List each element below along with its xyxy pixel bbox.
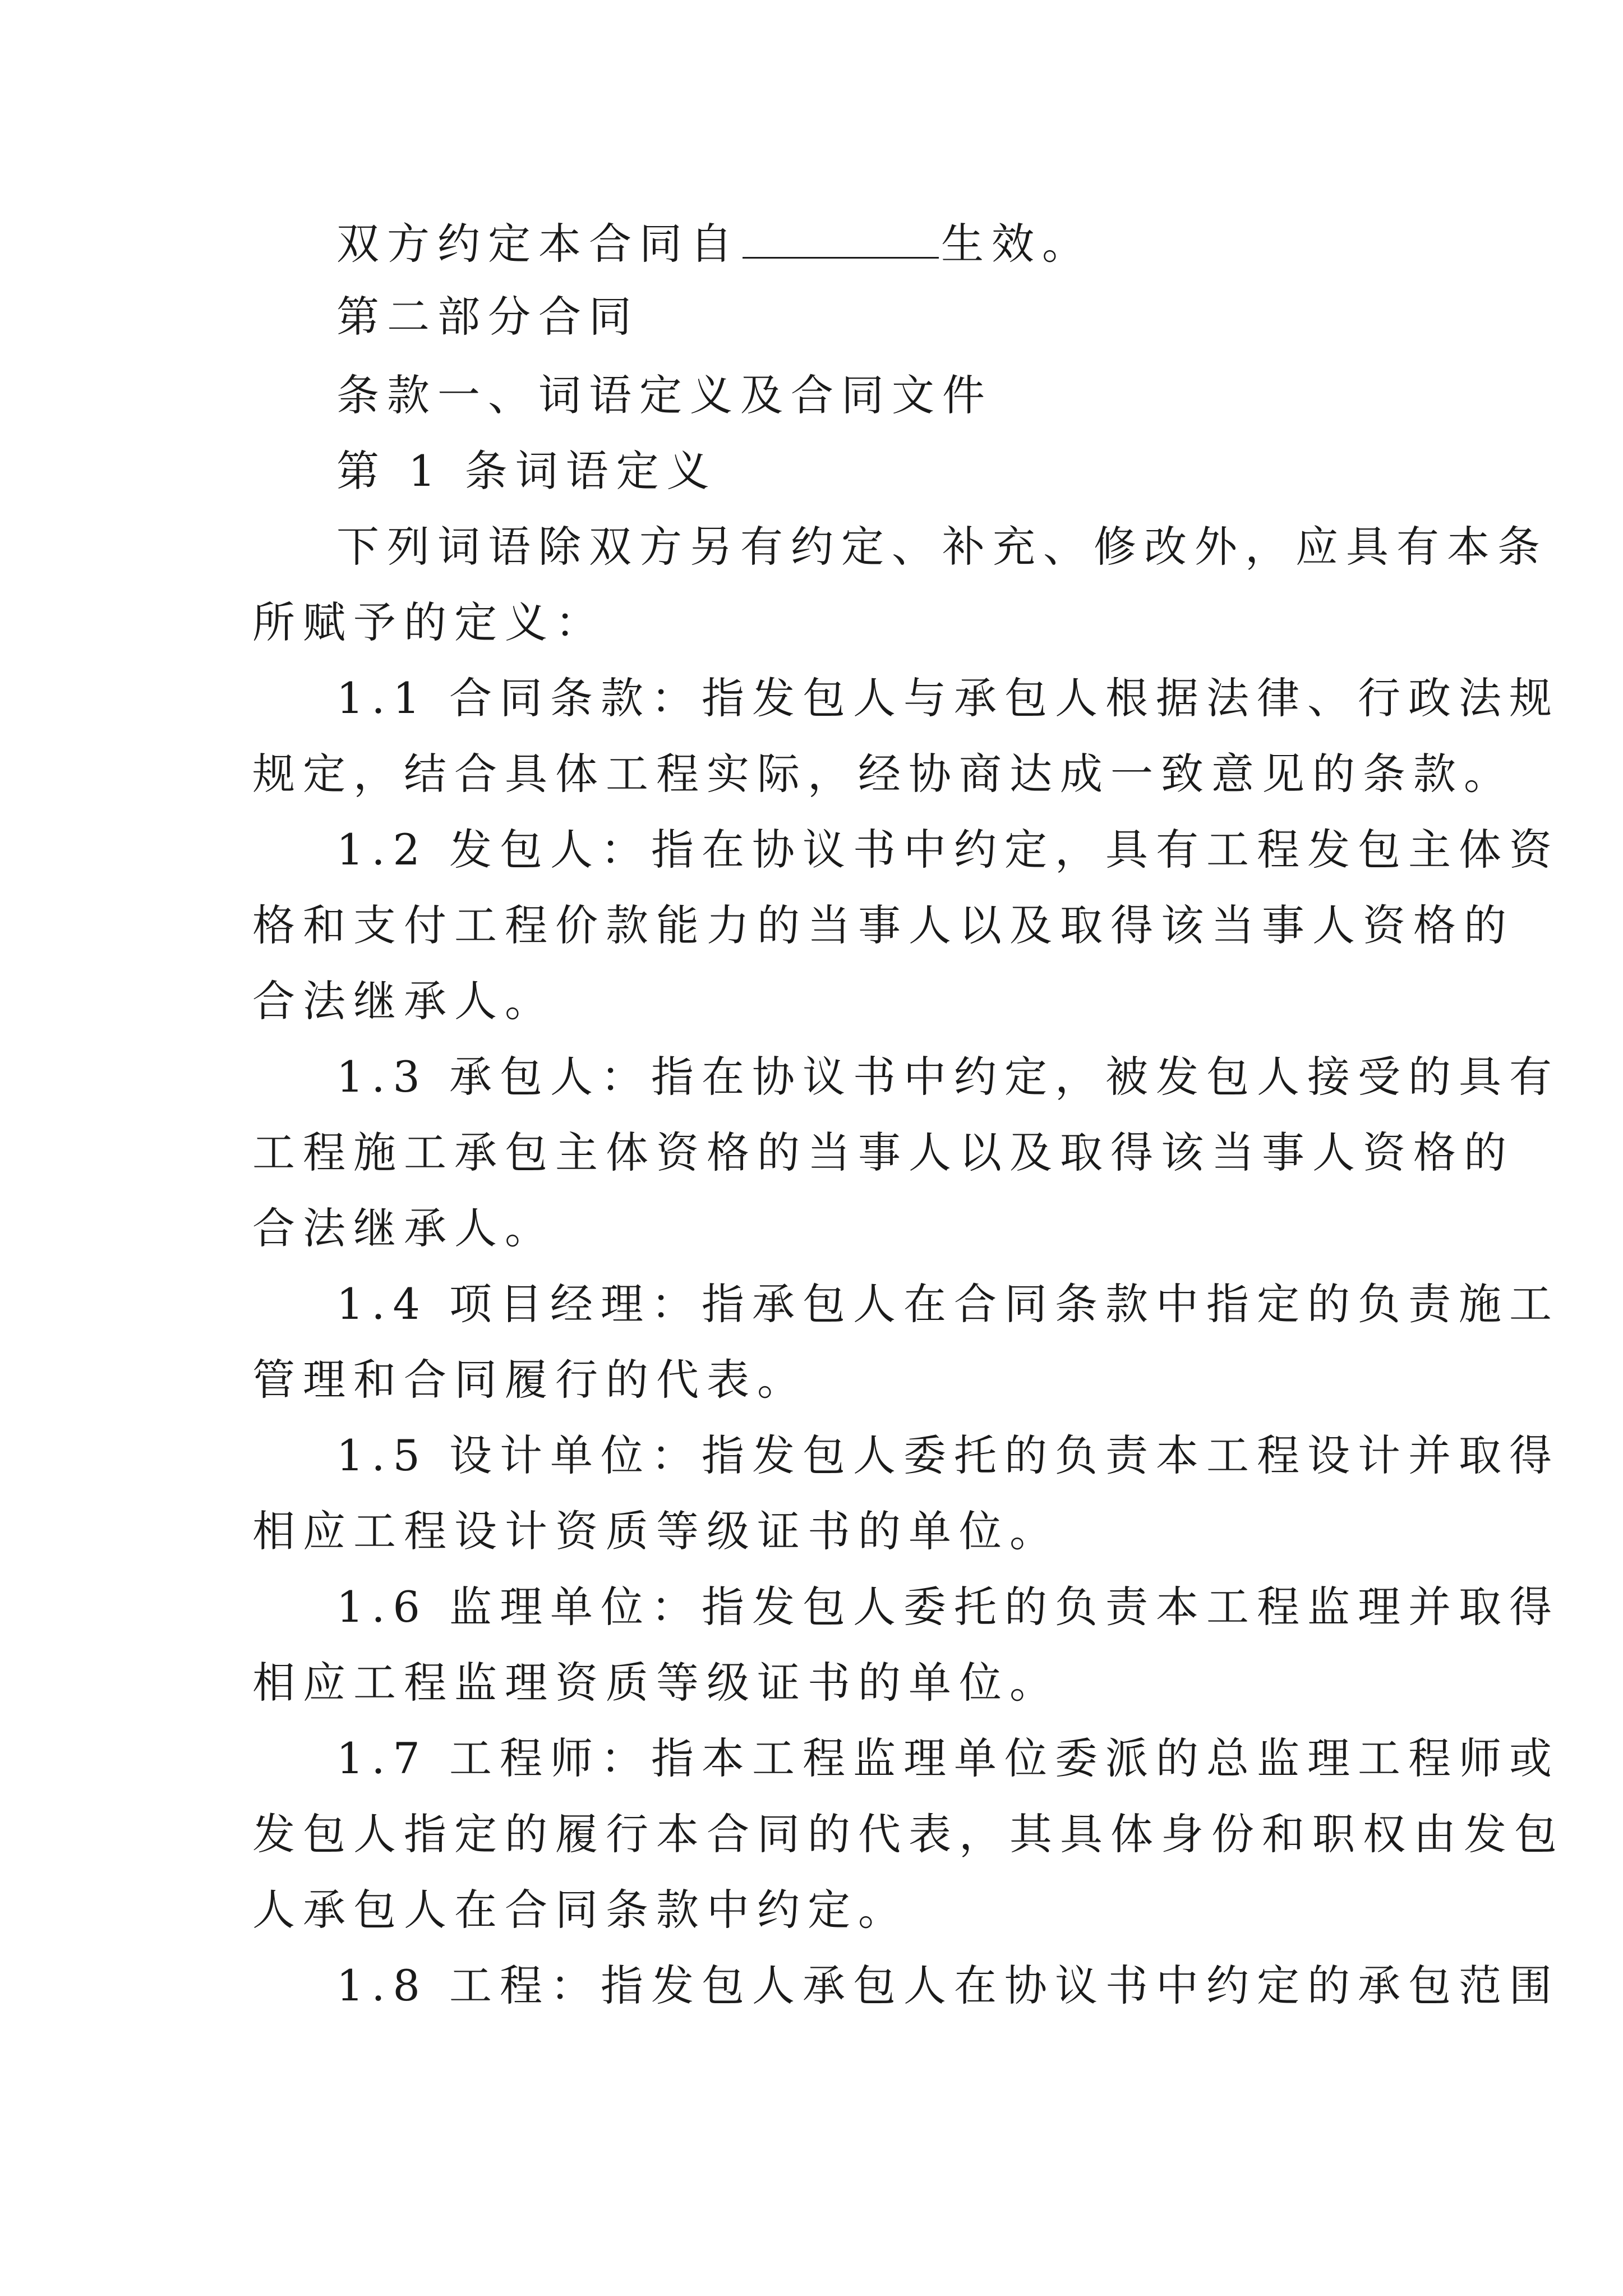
clause-one-heading: 条款一、词语定义及合同文件 (336, 370, 993, 420)
paragraph-line: 合法继承人。 (252, 1203, 555, 1253)
effective-date-prefix: 双方约定本合同自 (336, 219, 740, 269)
definition-1-2: 1.2 发包人：指在协议书中约定，具有工程发包主体资 (336, 825, 1560, 875)
paragraph-line: 相应工程监理资质等级证书的单位。 (252, 1658, 1060, 1708)
definition-1-1: 1.1 合同条款：指发包人与承包人根据法律、行政法规 (336, 673, 1560, 723)
article-one-heading: 第 1 条词语定义 (336, 446, 717, 496)
paragraph-line: 所赋予的定义： (252, 597, 606, 647)
definition-1-8: 1.8 工程：指发包人承包人在协议书中约定的承包范围 (336, 1961, 1560, 2010)
definition-1-5: 1.5 设计单位：指发包人委托的负责本工程设计并取得 (336, 1430, 1560, 1480)
effective-date-line (336, 216, 1092, 272)
paragraph-line: 格和支付工程价款能力的当事人以及取得该当事人资格的 (252, 900, 1514, 950)
effective-date-suffix: 生效。 (941, 219, 1092, 269)
paragraph-line: 人承包人在合同条款中约定。 (252, 1885, 909, 1935)
paragraph-line: 合法继承人。 (252, 976, 555, 1026)
definition-1-4: 1.4 项目经理：指承包人在合同条款中指定的负责施工 (336, 1279, 1560, 1329)
paragraph-line: 管理和合同履行的代表。 (252, 1355, 808, 1405)
paragraph-line: 工程施工承包主体资格的当事人以及取得该当事人资格的 (252, 1128, 1514, 1177)
definition-1-6: 1.6 监理单位：指发包人委托的负责本工程监理并取得 (336, 1582, 1560, 1632)
paragraph-line: 发包人指定的履行本合同的代表，其具体身份和职权由发包 (252, 1809, 1565, 1859)
definition-1-7: 1.7 工程师：指本工程监理单位委派的总监理工程师或 (336, 1733, 1560, 1783)
part-two-heading: 第二部分合同 (336, 292, 639, 342)
paragraph-line: 下列词语除双方另有约定、补充、修改外，应具有本条 (336, 522, 1548, 572)
paragraph-line: 相应工程设计资质等级证书的单位。 (252, 1506, 1060, 1556)
paragraph-line: 规定，结合具体工程实际，经协商达成一致意见的条款。 (252, 749, 1514, 799)
effective-date-blank[interactable] (743, 223, 939, 259)
definition-1-3: 1.3 承包人：指在协议书中约定，被发包人接受的具有 (336, 1052, 1560, 1102)
